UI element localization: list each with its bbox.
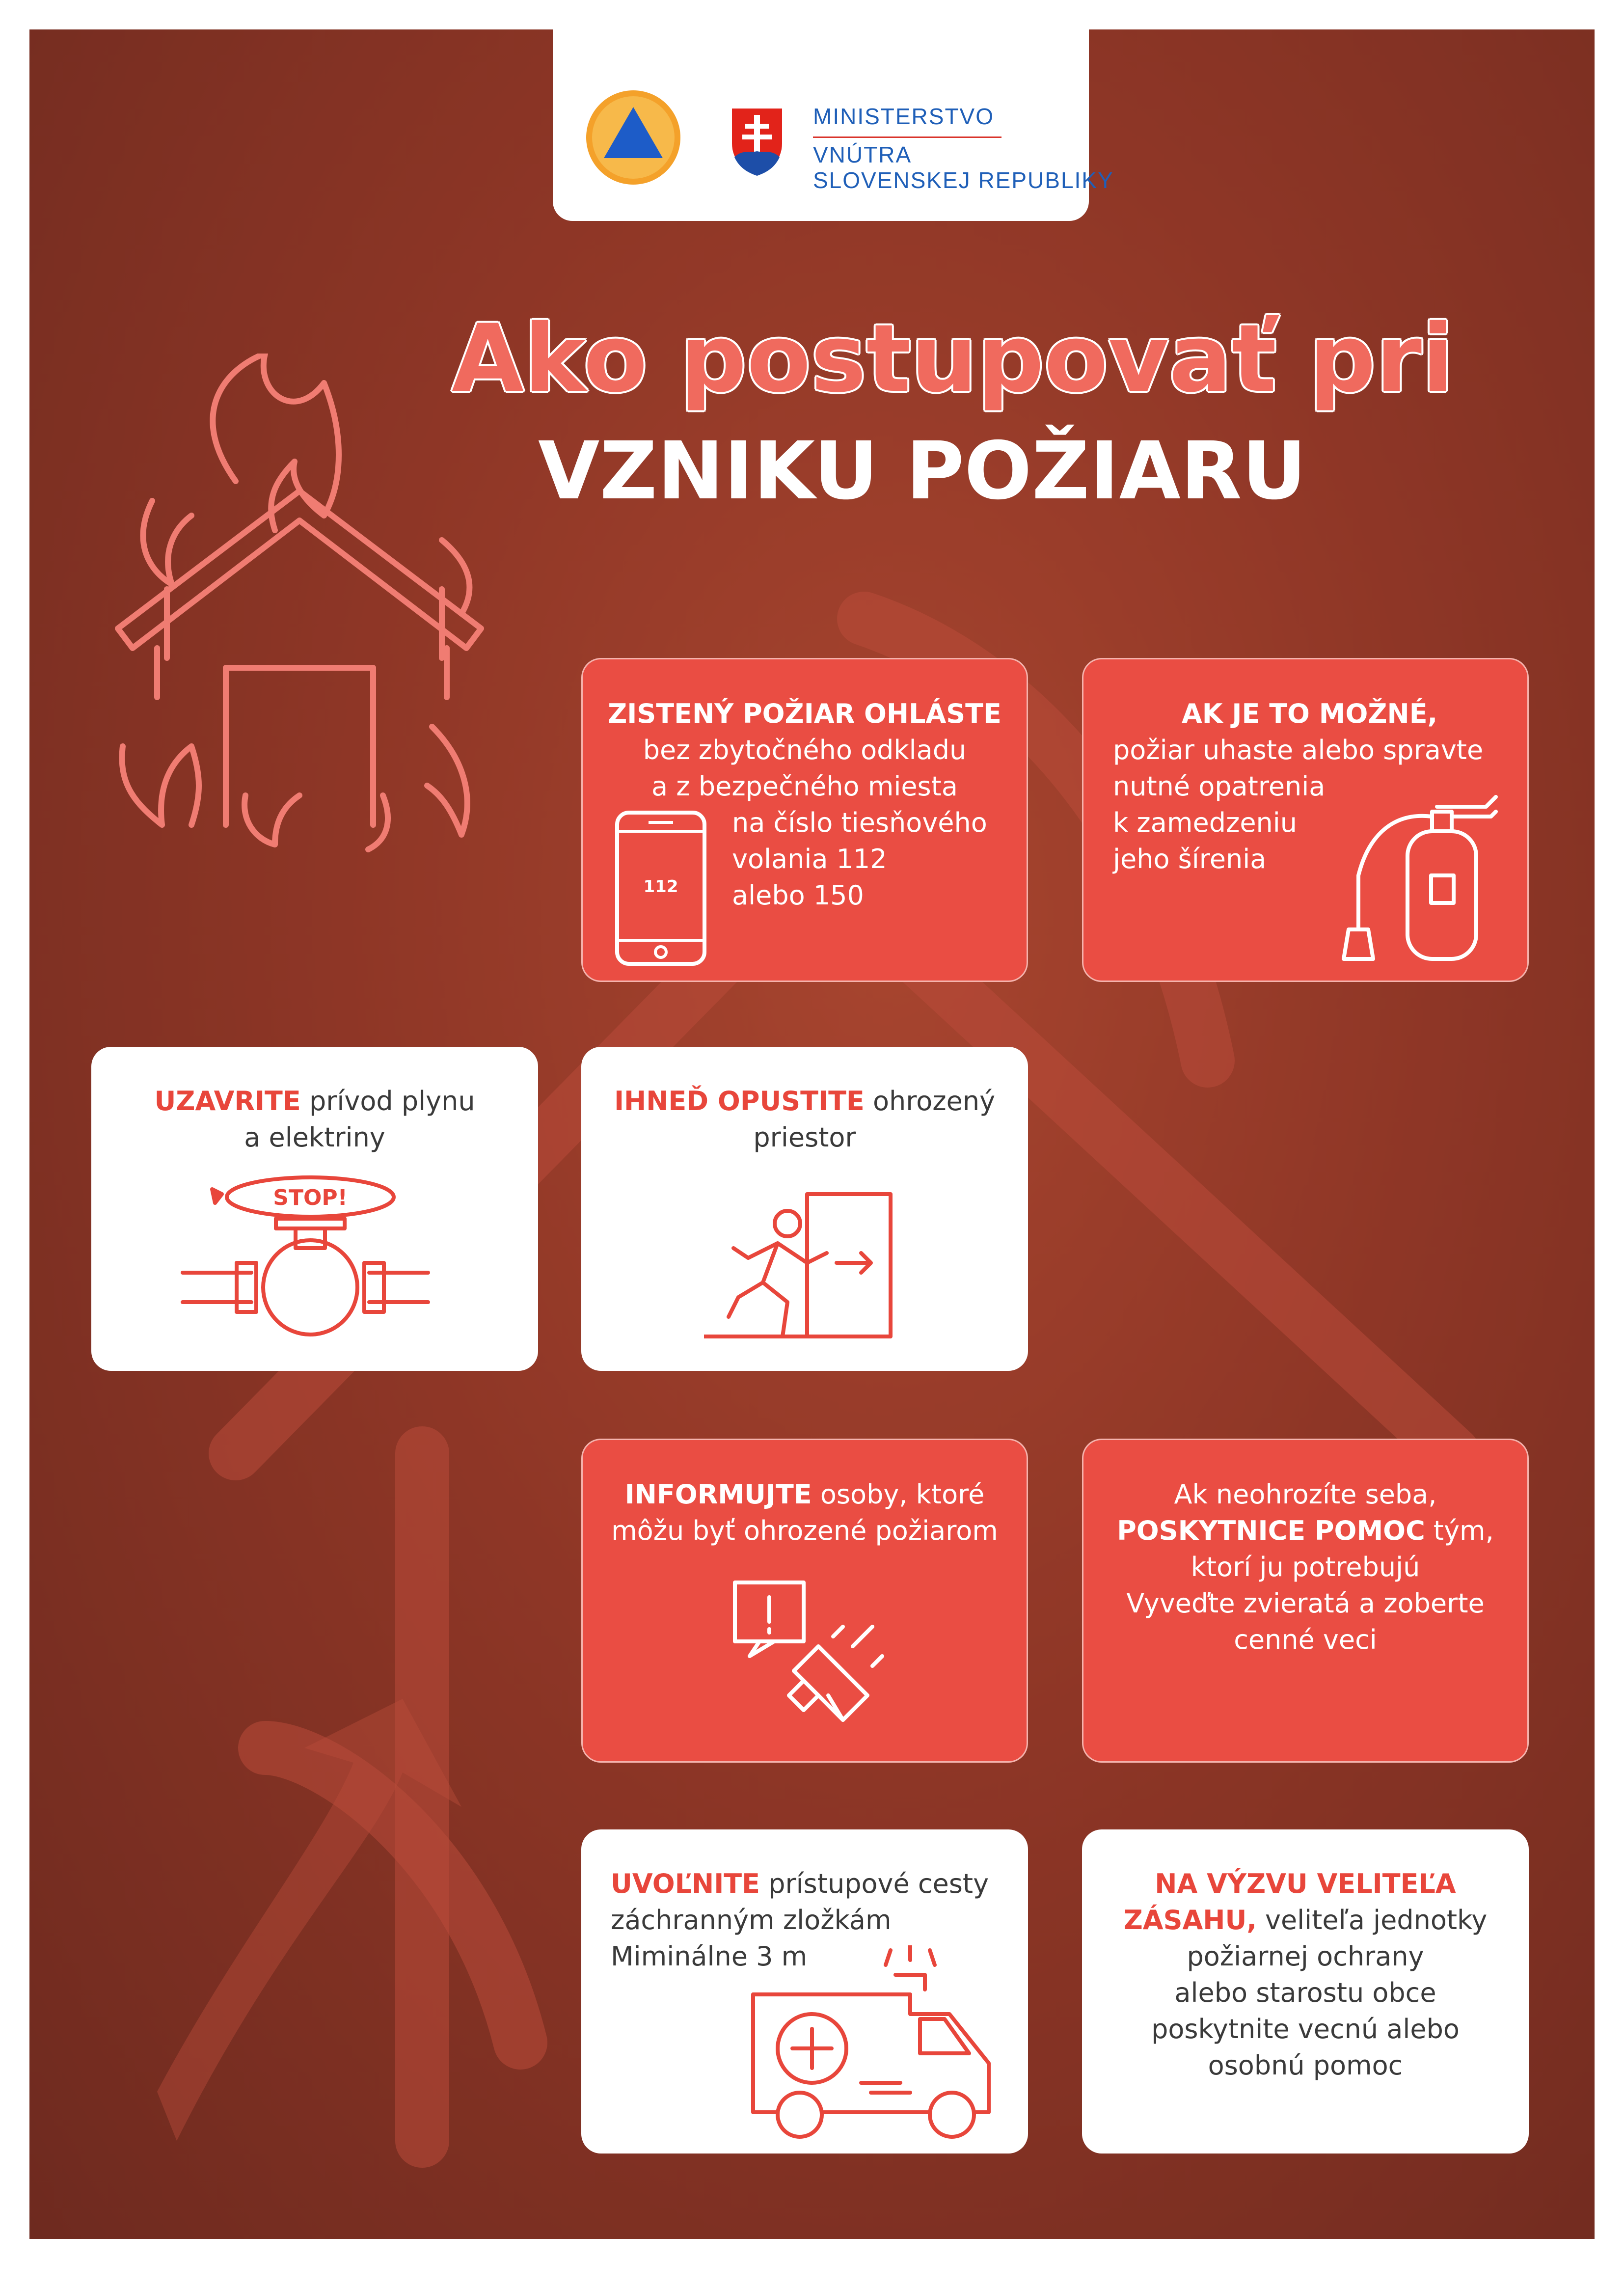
mobile-phone-icon [614, 810, 707, 967]
inform-highlight: INFORMUJTE [624, 1479, 812, 1510]
leave-highlight: IHNEĎ OPUSTITE [614, 1086, 865, 1117]
help-line-4: Vyveďte zvieratá a zoberte [1126, 1588, 1485, 1619]
assist-line-4: alebo starostu obce [1174, 1977, 1436, 2008]
clear-line-3: Miminálne 3 m [611, 1941, 808, 1972]
assist-highlight-1: NA VÝZVU VELITEĽA [1155, 1868, 1456, 1899]
report-line-1: bez zbytočného odkladu [643, 735, 967, 765]
valve-stop-icon [178, 1174, 433, 1351]
extinguish-line-1: požiar uhaste alebo spravte [1113, 735, 1484, 765]
assist-line-6: osobnú pomoc [1208, 2050, 1403, 2081]
card-extinguish [1082, 658, 1529, 982]
extinguish-line-2: nutné opatrenia [1113, 771, 1326, 802]
shutoff-rest: prívod plynu [309, 1086, 475, 1117]
card-clear-access [581, 1829, 1028, 2154]
card-inform-people [581, 1439, 1028, 1763]
burning-house-icon [88, 354, 530, 864]
shutoff-highlight: UZAVRITE [154, 1086, 301, 1117]
ministry-name-line2: VNÚTRA [813, 142, 912, 167]
help-highlight: POSKYTNICE POMOC [1117, 1515, 1425, 1546]
leave-line-2: priestor [753, 1122, 856, 1153]
help-rest: tým, [1433, 1515, 1494, 1546]
report-side-line-2: volania 112 [732, 844, 887, 874]
clear-line-2: záchranným zložkám [611, 1905, 892, 1936]
help-line-1: Ak neohrozíte seba, [1174, 1479, 1437, 1510]
help-line-5: cenné veci [1234, 1624, 1377, 1655]
card-report-fire [581, 658, 1028, 982]
ministry-divider [813, 136, 1001, 138]
help-line-3: ktorí ju potrebujú [1191, 1552, 1420, 1582]
inform-line-2: môžu byť ohrozené požiarom [611, 1515, 998, 1546]
stop-label: STOP! [273, 1185, 348, 1210]
report-heading: ZISTENÝ POŽIAR OHLÁSTE [608, 698, 1001, 729]
leave-rest: ohrozený [872, 1086, 996, 1117]
report-side-line-1: na číslo tiesňového [732, 807, 987, 838]
report-side-line-3: alebo 150 [732, 880, 864, 911]
report-line-2: a z bezpečného miesta [651, 771, 958, 802]
clear-highlight: UVOĽNITE [611, 1868, 760, 1899]
ministry-name-line3: SLOVENSKEJ REPUBLIKY [813, 167, 1114, 193]
ambulance-icon [748, 1945, 1013, 2142]
card-provide-help [1082, 1439, 1529, 1763]
poster [29, 29, 1595, 2239]
running-exit-icon [704, 1189, 910, 1341]
poster-title-line2: VZNIKU POŽIARU [538, 425, 1307, 518]
phone-number-label: 112 [643, 877, 678, 897]
ministry-name-line1: MINISTERSTVO [813, 104, 995, 129]
card-leave-area [581, 1047, 1028, 1371]
logo-panel [553, 29, 1114, 221]
assist-highlight-2: ZÁSAHU, [1123, 1905, 1257, 1936]
shutoff-line-2: a elektriny [244, 1122, 385, 1153]
slovak-coat-of-arms-icon [728, 104, 786, 178]
extinguish-line-4: jeho šírenia [1113, 844, 1267, 874]
poster-title-line1: Ako postupovať pri [452, 304, 1454, 413]
clear-rest: prístupové cesty [768, 1868, 989, 1899]
card-assist-commander [1082, 1829, 1529, 2154]
fire-extinguisher-icon [1339, 777, 1501, 969]
assist-rest: veliteľa jednotky [1265, 1905, 1488, 1936]
inform-rest: osoby, ktoré [820, 1479, 985, 1510]
extinguish-heading: AK JE TO MOŽNÉ, [1182, 698, 1438, 729]
card-shutoff-gas [91, 1047, 538, 1371]
civil-protection-triangle-icon [584, 88, 682, 187]
extinguish-line-3: k zamedzeniu [1113, 807, 1297, 838]
megaphone-alert-icon [730, 1573, 892, 1730]
assist-line-5: poskytnite vecnú alebo [1151, 2014, 1460, 2045]
assist-line-3: požiarnej ochrany [1187, 1941, 1424, 1972]
